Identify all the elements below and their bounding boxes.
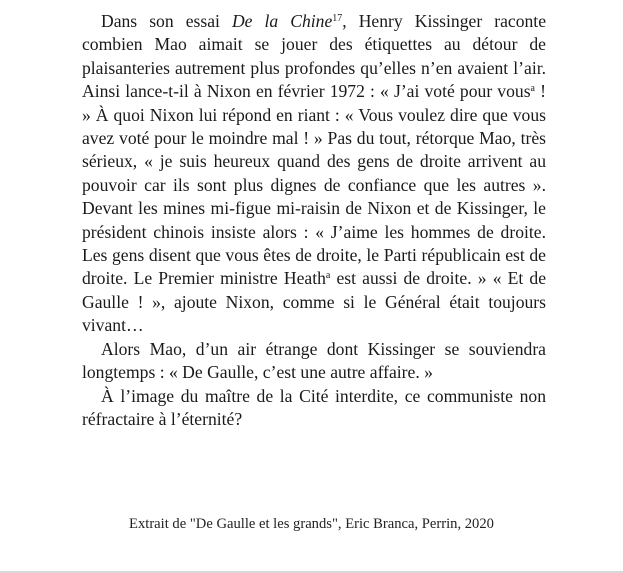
paragraph-3: À l’image du maître de la Cité interdite, ce communiste non réfractaire à l’éternité? xyxy=(82,385,546,429)
paragraph-1-end: est aussi de droite. » « Et de Gaulle ! », ajoute Nixon, comme si le Général était toujours vivant… xyxy=(82,268,547,336)
paragraph-2: Alors Mao, d’un air étrange dont Kissinger se souviendra longtemps : « De Gaulle, c’est une autre affaire. » xyxy=(82,338,546,383)
paragraph-1-lead: Dans son essai xyxy=(101,11,232,31)
paragraph-1 xyxy=(82,10,546,338)
footnote-ref-a-heath: a xyxy=(325,270,331,282)
paragraph-1-body-continued: ! » À quoi Nixon lui répond en riant : « Vous voulez dire que vous avez voté pour le moindre mal ! » Pas du tout, rétorque Mao, très sérieux, « je suis heureux quand des gens de droite arrivent au pouvoir car ils sont plus dignes de confiance que les autres ». Devant les mines mi-figue mi-raisin de Nixon et de Kissinger, le président chinois insiste alors : « J’aime les hommes de droite. Les gens disent que vous êtes de droite, le Parti républicain est de droite. Le Premier ministre Heath xyxy=(82,81,546,289)
footnote-ref-17: 17 xyxy=(332,13,343,24)
paragraph-1-body: , Henry Kissinger raconte combien Mao aimait se jouer des étiquettes au détour de plaisanteries autrement plus profondes qu’elles n’en avaient l’air. Ainsi lance-t-il à Nixon en février 1972 : « J’ai voté pour vous xyxy=(82,11,546,102)
source-caption: Extrait de "De Gaulle et les grands", Eric Branca, Perrin, 2020 xyxy=(129,516,494,532)
book-title: De la Chine xyxy=(231,11,333,31)
footnote-ref-a: a xyxy=(530,83,535,95)
excerpt-text xyxy=(82,10,546,431)
